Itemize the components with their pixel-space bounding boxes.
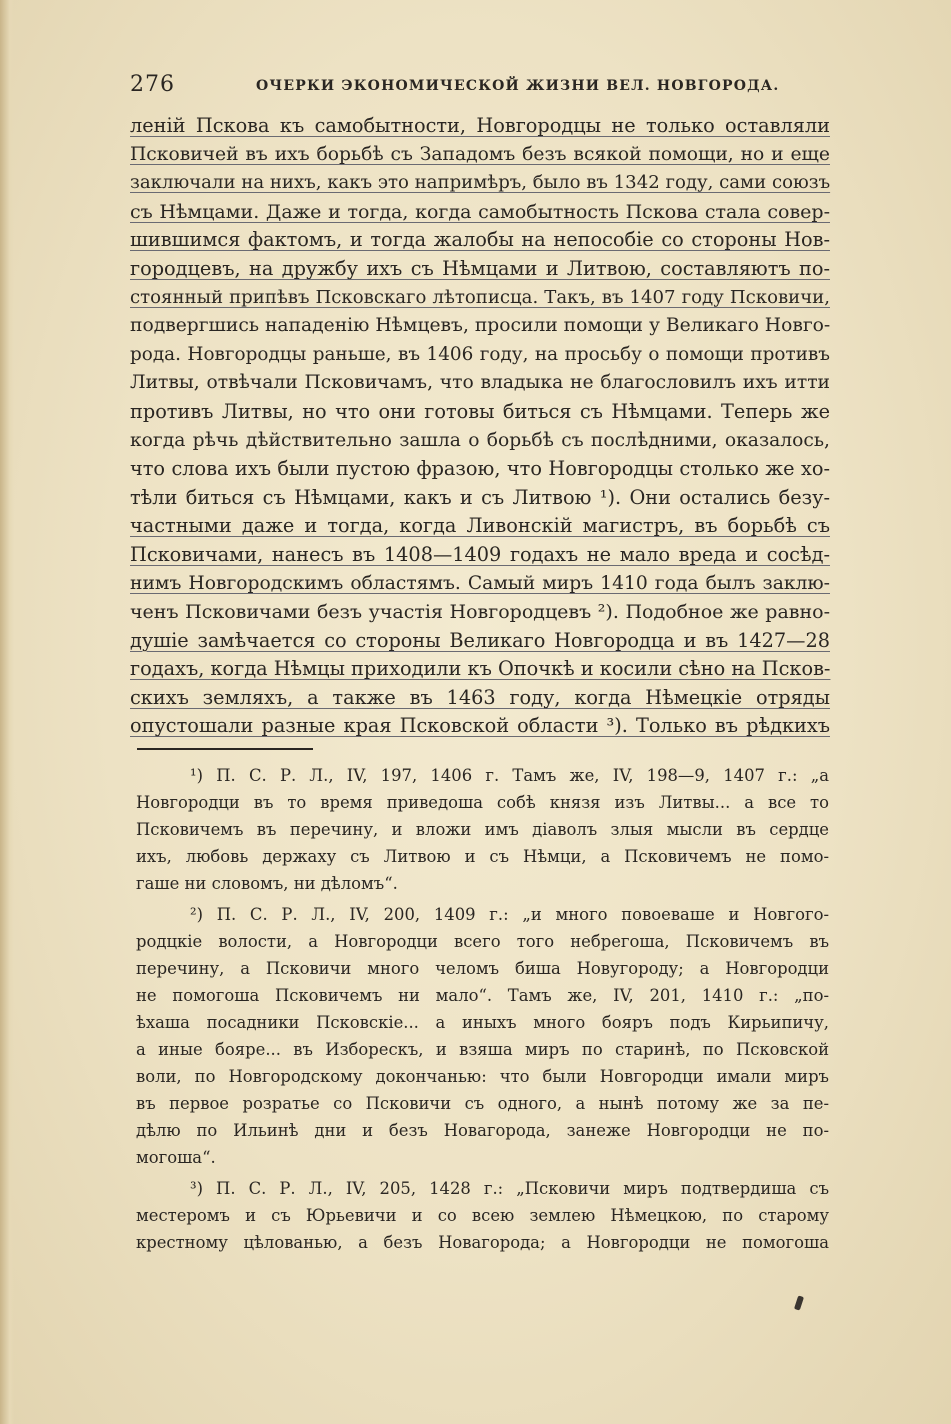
footnote-line: воли, по Новгородскому докончанью: что были Новгородци имали миръ xyxy=(136,1067,829,1086)
text-line: опустошали разные края Псковской области ³). Только въ рѣдкихъ xyxy=(130,714,830,738)
text-line: леній Пскова къ самобытности, Новгородцы не только оставляли xyxy=(130,114,830,137)
footnote-line: родцкіе волости, а Новгородци всего того небрегоша, Псковичемъ въ xyxy=(136,932,829,951)
text-line: Литвы, отвѣчали Псковичамъ, что владыка не благословилъ ихъ итти xyxy=(130,372,830,394)
text-line: рода. Новгородцы раньше, въ 1406 году, на просьбу о помощи противъ xyxy=(130,343,830,365)
footnote-line: ѣхаша посадники Псковскіе... а иныхъ много бояръ подъ Кирьипичу, xyxy=(136,1013,829,1032)
running-title: ОЧЕРКИ ЭКОНОМИЧЕСКОЙ ЖИЗНИ ВЕЛ. НОВГОРОДА. xyxy=(256,78,780,94)
text-line: когда рѣчь дѣйствительно зашла о борьбѣ съ послѣдними, оказалось, xyxy=(130,429,830,451)
page-header xyxy=(130,72,830,102)
text-line: нимъ Новгородскимъ областямъ. Самый миръ 1410 года былъ заклю- xyxy=(130,572,830,594)
text-line: годахъ, когда Нѣмцы приходили къ Опочкѣ и косили сѣно на Псков- xyxy=(130,657,831,681)
footnote-line: Псковичемъ въ перечину, и вложи имъ діаволъ злыя мысли въ сердце xyxy=(136,820,829,839)
footnote-line: Новгородци въ то время приведоша собѣ князя изъ Литвы... а все то xyxy=(136,793,829,812)
footnote-line: крестному цѣлованью, а безъ Новагорода; а Новгородци не помогоша xyxy=(136,1233,829,1252)
footnote-line: не помогоша Псковичемъ ни мало“. Тамъ же, IV, 201, 1410 г.: „по- xyxy=(136,986,829,1005)
footnote xyxy=(136,1175,829,1256)
text-line: противъ Литвы, но что они готовы биться съ Нѣмцами. Теперь же xyxy=(130,399,830,423)
text-line: частными даже и тогда, когда Ливонскій магистръ, въ борьбѣ съ xyxy=(130,514,830,538)
footnote xyxy=(136,901,829,1171)
text-line: душіе замѣчается со стороны Великаго Новгородца и въ 1427—28 xyxy=(130,628,830,652)
page-number: 276 xyxy=(130,72,175,97)
text-line: шившимся фактомъ, и тогда жалобы на непособіе со стороны Нов- xyxy=(130,228,830,252)
footnote-line: ³) П. С. Р. Л., IV, 205, 1428 г.: „Псковичи миръ подтвердиша съ xyxy=(190,1179,829,1198)
footnote-line: дѣлю по Ильинѣ дни и безъ Новагорода, занеже Новгородци не по- xyxy=(136,1121,829,1140)
main-text xyxy=(130,112,830,741)
footnote-line: ²) П. С. Р. Л., IV, 200, 1409 г.: „и много повоеваше и Новгого- xyxy=(190,905,829,924)
footnote-line: местеромъ и съ Юрьевичи и со всею землею Нѣмецкою, по старому xyxy=(136,1206,829,1225)
text-line: стоянный припѣвъ Псковскаго лѣтописца. Такъ, въ 1407 году Псковичи, xyxy=(130,286,830,308)
footnotes xyxy=(136,762,829,1256)
text-line: что слова ихъ были пустою фразою, что Новгородцы столько же хо- xyxy=(130,457,830,481)
text-line: ченъ Псковичами безъ участія Новгородцевъ ²). Подобное же равно- xyxy=(130,601,830,624)
footnote-rule xyxy=(137,748,313,750)
footnote xyxy=(136,762,829,897)
text-line: съ Нѣмцами. Даже и тогда, когда самобытность Пскова стала совер- xyxy=(130,200,830,223)
text-line: Псковичей въ ихъ борьбѣ съ Западомъ безъ всякой помощи, но и еще xyxy=(130,143,830,165)
footnote-line: гаше ни словомъ, ни дѣломъ“. xyxy=(136,874,398,893)
text-line: Псковичами, нанесъ въ 1408—1409 годахъ не мало вреда и сосѣд- xyxy=(130,542,830,566)
text-line: тѣли биться съ Нѣмцами, какъ и съ Литвою ¹). Они остались безу- xyxy=(130,485,830,509)
text-line: городцевъ, на дружбу ихъ съ Нѣмцами и Литвою, составляютъ по- xyxy=(130,256,830,280)
text-line: заключали на нихъ, какъ это напримѣръ, было въ 1342 году, сами союзъ xyxy=(130,172,831,194)
footnote-line: могоша“. xyxy=(136,1148,216,1167)
text-line: подвергшись нападенію Нѣмцевъ, просили помощи у Великаго Новго- xyxy=(130,315,831,337)
footnote-line: а иные бояре... въ Изборескъ, и взяша миръ по старинѣ, по Псковской xyxy=(136,1040,829,1059)
footnote-line: ихъ, любовь держаху съ Литвою и съ Нѣмци, а Псковичемъ не помо- xyxy=(136,847,829,866)
ink-mark xyxy=(794,1295,804,1310)
footnote-line: перечину, а Псковичи много челомъ биша Новугороду; а Новгородци xyxy=(136,959,829,978)
text-line: скихъ земляхъ, а также въ 1463 году, когда Нѣмецкіе отряды xyxy=(130,685,830,709)
footnote-line: ¹) П. С. Р. Л., IV, 197, 1406 г. Тамъ же, IV, 198—9, 1407 г.: „а xyxy=(190,766,829,785)
page-edge-shadow xyxy=(0,0,14,1424)
footnote-line: въ первое розратье со Псковичи съ одного, а нынѣ потому же за пе- xyxy=(136,1094,829,1113)
